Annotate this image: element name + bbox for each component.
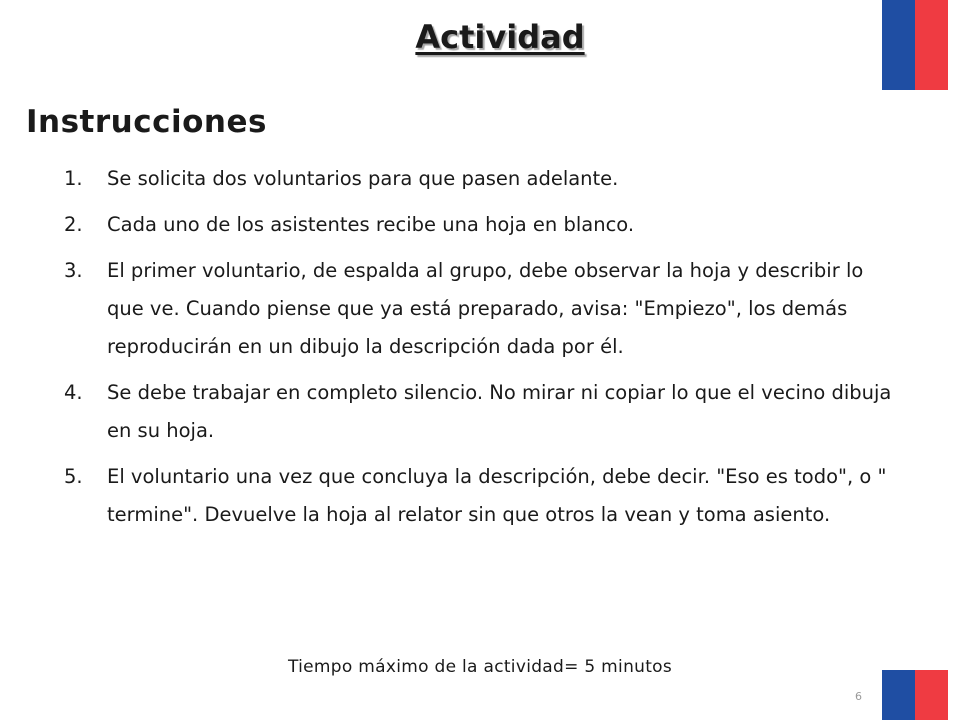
flag-decoration-bottom: [882, 670, 948, 720]
slide-subtitle: Instrucciones: [26, 104, 267, 140]
flag-red-stripe: [915, 670, 948, 720]
slide-title: Actividad: [415, 18, 585, 56]
instruction-item: [64, 374, 894, 450]
instructions-list: [64, 160, 894, 542]
instruction-text: Se solicita dos voluntarios para que pasen adelante.: [107, 167, 619, 190]
time-limit-note: Tiempo máximo de la actividad= 5 minutos: [287, 657, 673, 677]
instruction-item: [64, 252, 894, 366]
instruction-text: Cada uno de los asistentes recibe una hoja en blanco.: [107, 213, 635, 236]
instruction-item: [64, 160, 894, 198]
instruction-number: 5.: [64, 465, 83, 488]
instruction-item: [64, 458, 894, 534]
instruction-item: [64, 206, 894, 244]
instruction-text: El voluntario una vez que concluya la descripción, debe decir. "Eso es todo", o " termine". Devuelve la hoja al relator sin que otros la vean y toma asiento.: [107, 465, 887, 526]
flag-blue-stripe: [882, 670, 915, 720]
instruction-text: El primer voluntario, de espalda al grupo, debe observar la hoja y describir lo que ve. Cuando piense que ya está preparado, avisa: "Empiezo", los demás reproducirán en un dibujo la descripción dada por él.: [107, 259, 864, 358]
instruction-number: 4.: [64, 381, 83, 404]
instruction-number: 2.: [64, 213, 83, 236]
instruction-number: 3.: [64, 259, 83, 282]
instruction-number: 1.: [64, 167, 83, 190]
page-number: 6: [855, 690, 862, 703]
instruction-text: Se debe trabajar en completo silencio. No mirar ni copiar lo que el vecino dibuja en su hoja.: [107, 381, 892, 442]
